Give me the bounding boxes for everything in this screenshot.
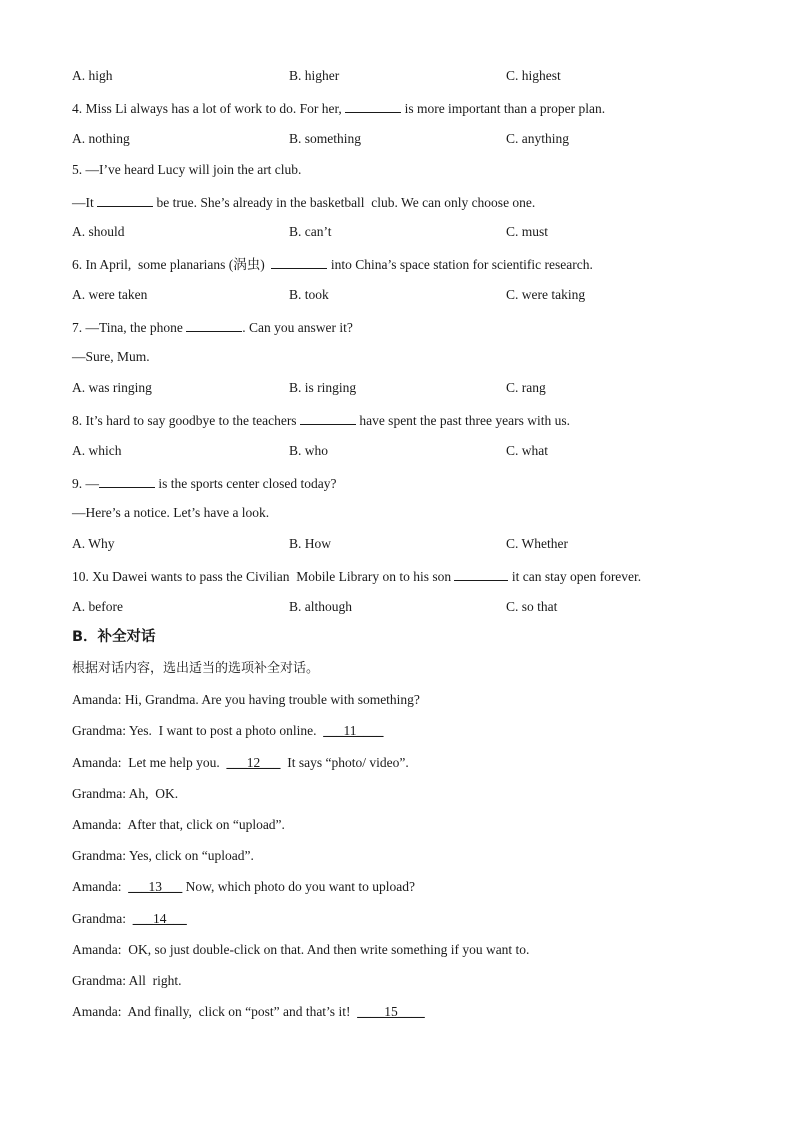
q5-options [72,223,732,241]
q8-stem [72,410,570,430]
dialogue-line-7 [72,878,415,896]
q7-stem-before: 7. —Tina, the phone [72,320,187,335]
q5-option-c: C. must [506,224,549,239]
dialogue-line-4: Grandma: Ah, OK. [72,786,179,801]
section-b-instruction: 根据对话内容，选出适当的选项补全对话。 [72,661,320,676]
q10-option-b: B. although [289,599,352,614]
dialogue-line-7-text: Amanda: [72,879,129,894]
q6-options [72,286,732,304]
q5-reply [72,192,535,212]
q7-options [72,379,732,397]
q9-stem [72,473,336,493]
q7-stem [72,317,353,337]
q10-stem-after: it can stay open forever. [508,569,642,584]
q9-option-b: B. How [289,536,332,551]
q10-options [72,598,732,616]
q6-stem-before: 6. In April, some planarians (涡虫) [72,257,272,272]
dialogue-line-2 [72,722,383,740]
dialogue-line-11-text: Amanda: And finally, click on “post” and that’s it! [72,1004,358,1019]
q8-stem-after: have spent the past three years with us. [355,413,571,428]
q8-options [72,442,732,460]
q3-option-c: C. highest [506,68,561,83]
q4-option-c: C. anything [506,131,569,146]
dialogue-line-8-text: Grandma: [72,911,133,926]
q7-stem-after: . Can you answer it? [242,320,353,335]
q9-reply: —Here’s a notice. Let’s have a look. [72,505,270,520]
q4-blank [345,98,401,113]
q4-stem-after: is more important than a proper plan. [401,101,606,116]
dialogue-line-8 [72,910,187,928]
q9-stem-before: 9. — [72,476,99,491]
q7-option-a: A. was ringing [72,380,152,395]
q10-option-a: A. before [72,599,123,614]
q9-option-c: C. Whether [506,536,568,551]
q7-option-b: B. is ringing [289,380,357,395]
q6-blank [271,254,327,269]
q10-stem [72,566,641,586]
dialogue-line-3 [72,754,409,772]
q6-option-c: C. were taking [506,287,586,302]
q7-blank [186,317,242,332]
section-b-heading: B．补全对话 [72,629,156,645]
q8-option-b: B. who [289,443,329,458]
q6-option-a: A. were taken [72,287,148,302]
dialogue-line-9: Amanda: OK, so just double-click on that. And then write something if you want to. [72,942,530,957]
q5-stem: 5. —I’ve heard Lucy will join the art club. [72,162,302,177]
q3-option-a: A. high [72,68,113,83]
dialogue-line-3-text: Amanda: Let me help you. [72,755,227,770]
q8-option-a: A. which [72,443,122,458]
q9-options [72,535,732,553]
dialogue-line-7-after: Now, which photo do you want to upload? [182,879,415,894]
q8-stem-before: 8. It’s hard to say goodbye to the teachers [72,413,300,428]
q5-reply-before: —It [72,195,98,210]
dialogue-line-3-after: It says “photo/ video”. [280,755,409,770]
q5-blank [97,192,153,207]
blank-14: ___14___ [132,911,187,926]
dialogue-line-10: Grandma: All right. [72,973,182,988]
q10-blank [454,566,508,581]
dialogue-line-5: Amanda: After that, click on “upload”. [72,817,285,832]
blank-13: ___13___ [128,879,183,894]
dialogue-line-6: Grandma: Yes, click on “upload”. [72,848,254,863]
q9-blank [99,473,155,488]
q3-options [72,67,732,85]
q3-option-b: B. higher [289,68,340,83]
q5-option-a: A. should [72,224,125,239]
blank-15: ____15____ [357,1004,425,1019]
q9-option-a: A. Why [72,536,115,551]
q4-options [72,130,732,148]
q5-option-b: B. can’t [289,224,332,239]
q8-blank [300,410,356,425]
q4-stem [72,98,605,118]
q6-stem [72,254,593,274]
q4-option-a: A. nothing [72,131,130,146]
q8-option-c: C. what [506,443,548,458]
q9-stem-after: is the sports center closed today? [155,476,337,491]
q4-option-b: B. something [289,131,362,146]
dialogue-line-11 [72,1003,425,1021]
dialogue-line-2-text: Grandma: Yes. I want to post a photo online. [72,723,324,738]
q10-option-c: C. so that [506,599,558,614]
blank-12: ___12___ [226,755,281,770]
q5-reply-after: be true. She’s already in the basketball club. We can only choose one. [153,195,536,210]
q10-stem-before: 10. Xu Dawei wants to pass the Civilian Mobile Library on to his son [72,569,455,584]
dialogue-line-1: Amanda: Hi, Grandma. Are you having trouble with something? [72,692,420,707]
blank-11: ___11____ [323,723,384,738]
q7-option-c: C. rang [506,380,546,395]
q4-stem-before: 4. Miss Li always has a lot of work to do. For her, [72,101,346,116]
q7-reply: —Sure, Mum. [72,349,150,364]
q6-stem-after: into China’s space station for scientific research. [327,257,593,272]
q6-option-b: B. took [289,287,329,302]
